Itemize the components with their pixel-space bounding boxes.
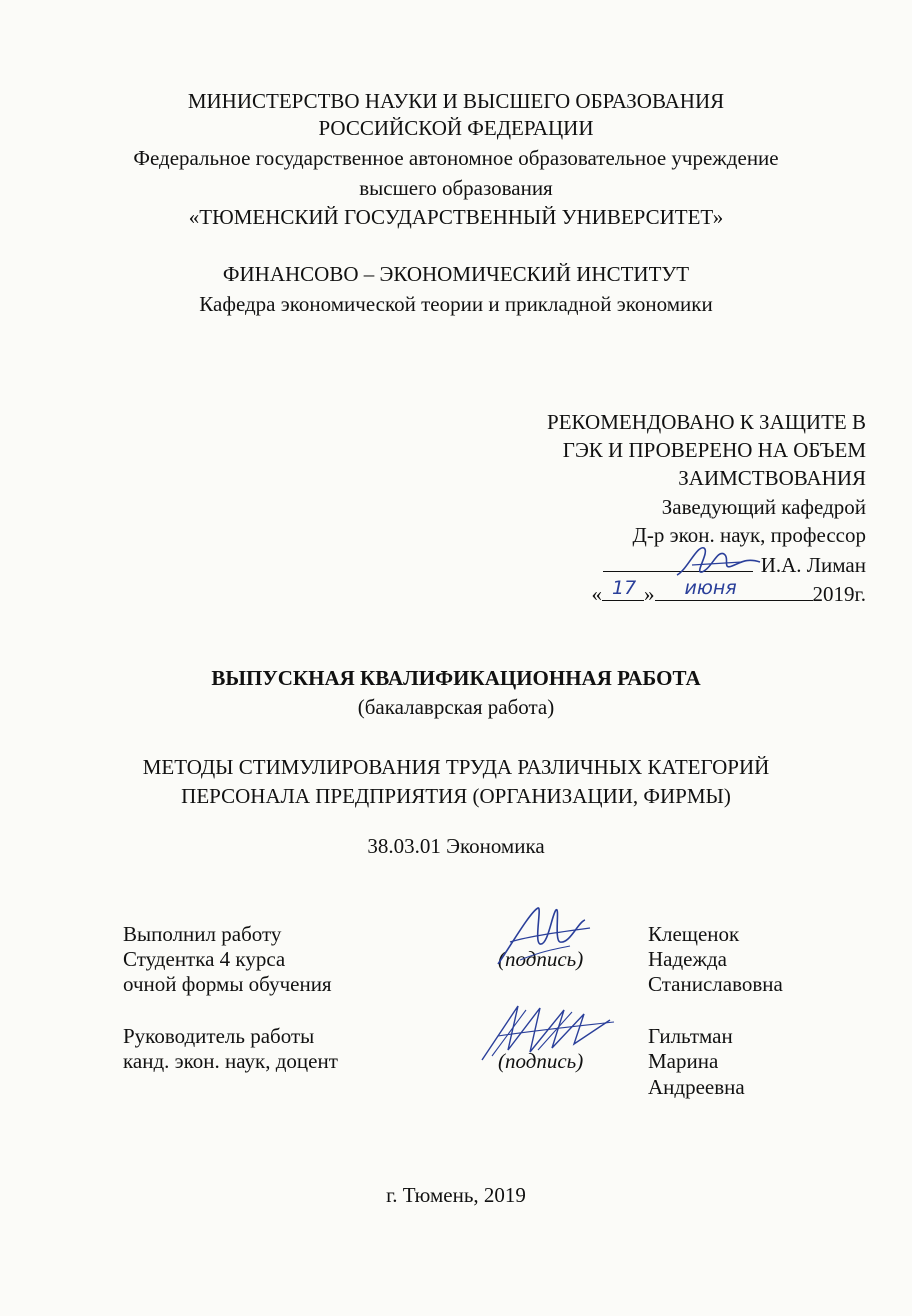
student-role-3: очной формы обучения: [123, 972, 332, 996]
supervisor-signature-icon: [478, 1000, 618, 1066]
head-signature-icon: [672, 540, 762, 580]
institute-name: ФИНАНСОВО – ЭКОНОМИЧЕСКИЙ ИНСТИТУТ: [222, 262, 690, 286]
approval-year: 2019г.: [812, 582, 866, 606]
date-open-quote: «: [591, 582, 602, 606]
thesis-title-line-1: МЕТОДЫ СТИМУЛИРОВАНИЯ ТРУДА РАЗЛИЧНЫХ КАТЕГОРИЙ: [142, 755, 770, 779]
approval-line-2: ГЭК И ПРОВЕРЕНО НА ОБЪЕМ: [562, 438, 866, 462]
institution-type-line: Федеральное государственное автономное образовательное учреждение: [133, 146, 779, 170]
education-level-line: высшего образования: [359, 176, 553, 200]
student-signature-caption: (подпись): [498, 947, 584, 971]
head-position: Заведующий кафедрой: [661, 495, 866, 519]
student-role-1: Выполнил работу: [123, 922, 282, 946]
supervisor-patronymic: Андреевна: [648, 1075, 745, 1099]
supervisor-role-2: канд. экон. наук, доцент: [123, 1049, 338, 1073]
supervisor-first-name: Марина: [648, 1049, 719, 1073]
student-role-2: Студентка 4 курса: [123, 947, 286, 971]
approval-date-row: [591, 577, 867, 607]
city-year: г. Тюмень, 2019: [386, 1183, 526, 1207]
student-first-name: Надежда: [648, 947, 728, 971]
thesis-title-line-2: ПЕРСОНАЛА ПРЕДПРИЯТИЯ (ОРГАНИЗАЦИИ, ФИРМЫ): [181, 784, 731, 808]
specialty: 38.03.01 Экономика: [367, 834, 545, 858]
approval-line-3: ЗАИМСТВОВАНИЯ: [678, 466, 866, 490]
approval-line-1: РЕКОМЕНДОВАНО К ЗАЩИТЕ В: [547, 410, 866, 434]
day-field: [602, 577, 644, 601]
student-patronymic: Станиславовна: [648, 972, 783, 996]
supervisor-surname: Гильтман: [648, 1024, 733, 1048]
thesis-type: ВЫПУСКНАЯ КВАЛИФИКАЦИОННАЯ РАБОТА: [211, 666, 701, 690]
supervisor-role-1: Руководитель работы: [123, 1024, 315, 1048]
head-degree: Д-р экон. наук, профессор: [632, 523, 866, 547]
head-name: И.А. Лиман: [760, 553, 866, 577]
month-handwritten: июня: [684, 577, 737, 599]
student-surname: Клещенок: [648, 922, 740, 946]
ministry-line-2: РОССИЙСКОЙ ФЕДЕРАЦИИ: [318, 116, 594, 140]
department-name: Кафедра экономической теории и прикладной экономики: [199, 292, 713, 316]
ministry-line-1: МИНИСТЕРСТВО НАУКИ И ВЫСШЕГО ОБРАЗОВАНИЯ: [187, 89, 725, 113]
university-name: «ТЮМЕНСКИЙ ГОСУДАРСТВЕННЫЙ УНИВЕРСИТЕТ»: [188, 205, 724, 229]
student-signature-icon: [490, 902, 600, 972]
date-close-quote: »: [644, 582, 655, 606]
supervisor-signature-caption: (подпись): [498, 1049, 584, 1073]
day-handwritten: 17: [612, 577, 637, 599]
month-field: [655, 577, 813, 601]
thesis-subtype: (бакалаврская работа): [357, 695, 555, 719]
